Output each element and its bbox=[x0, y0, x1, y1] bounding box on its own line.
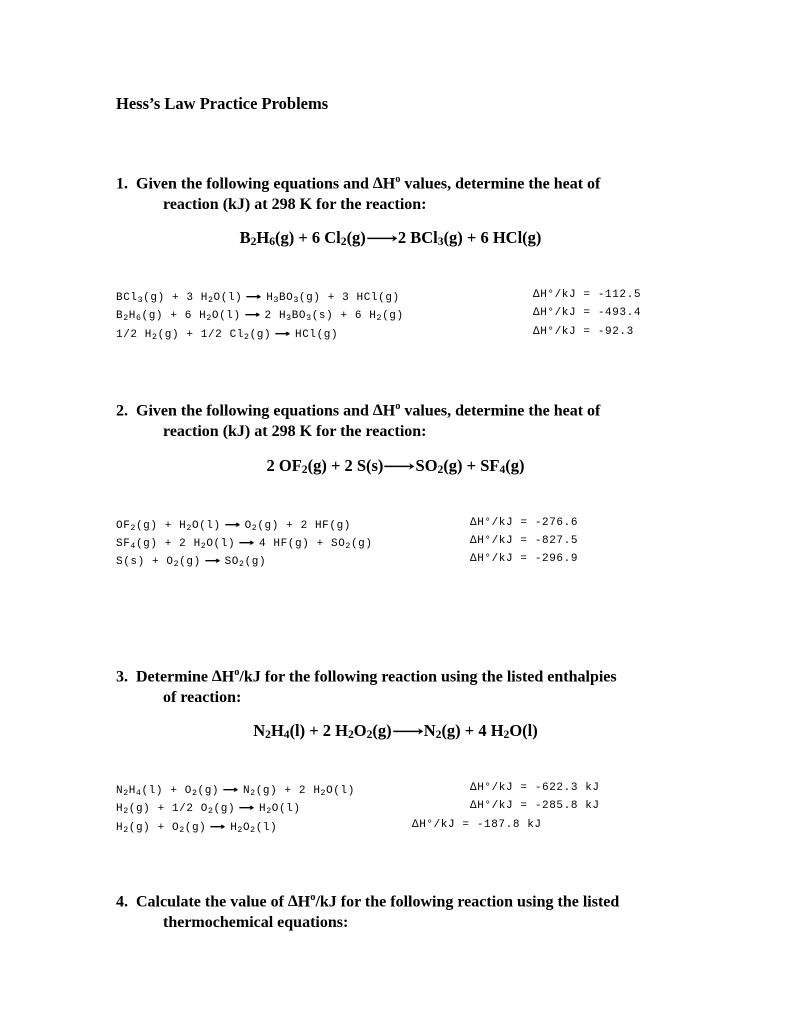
problem-2-prompt bbox=[116, 397, 600, 442]
problem-number: 1. bbox=[116, 175, 128, 193]
equation-3-3 bbox=[116, 819, 277, 834]
standard-state-symbol: o bbox=[395, 401, 401, 412]
equation-rhs: $H_2O(l)$ bbox=[258, 803, 301, 816]
equation-1-3 bbox=[116, 326, 338, 341]
reaction-arrow-icon: ⟶ bbox=[240, 536, 254, 550]
dh-number: -92.3 bbox=[597, 326, 634, 338]
prompt-text: /kJ for the following reaction using the listed enthalpies bbox=[239, 668, 617, 686]
equation-rhs: $H_3BO_3(g) + 3$ HCl(g) bbox=[266, 292, 400, 305]
prompt-text: /kJ for the following reaction using the listed bbox=[315, 893, 620, 911]
equation-2-1 bbox=[116, 517, 351, 532]
delta-symbol: ∆ bbox=[412, 819, 420, 831]
dh-label: H°/kJ = bbox=[477, 535, 535, 547]
dh-label: H°/kJ = bbox=[477, 517, 535, 529]
dh-number: -622.3 kJ bbox=[534, 782, 600, 794]
prompt-text-line2: thermochemical equations: bbox=[163, 913, 349, 931]
products: $N_2(g) + 4$ $H_2O(l)$ bbox=[423, 721, 538, 741]
equation-lhs: $H_2(g) + 1/2$ $O_2(g)$ bbox=[116, 803, 236, 816]
reaction-arrow-icon: ⟶ bbox=[391, 725, 424, 740]
equation-rhs: $O_2(g) + 2$ HF(g) bbox=[244, 520, 351, 533]
reaction-arrow-icon: ⟶ bbox=[247, 290, 261, 304]
delta-symbol: ∆ bbox=[211, 668, 222, 686]
problem-3-prompt bbox=[116, 663, 617, 708]
standard-state-symbol: o bbox=[395, 174, 401, 185]
dh-value bbox=[412, 819, 542, 831]
equation-lhs: $OF_2(g) + H_2O(l)$ bbox=[116, 520, 221, 533]
equation-lhs: 1/2 $H_2(g) + 1/2$ $Cl_2(g)$ bbox=[116, 329, 272, 342]
prompt-text: Given the following equations and bbox=[136, 402, 373, 420]
reaction-arrow-icon: ⟶ bbox=[226, 518, 240, 532]
reaction-arrow-icon: ⟶ bbox=[383, 460, 416, 475]
problem-3-target-reaction bbox=[0, 721, 791, 741]
equation-2-3 bbox=[116, 553, 266, 568]
dh-value bbox=[533, 289, 641, 301]
dh-number: -827.5 bbox=[534, 535, 579, 547]
equation-rhs: $N_2(g) + 2$ $H_2O(l)$ bbox=[242, 785, 355, 798]
dh-value bbox=[470, 553, 578, 565]
equation-lhs: $SF_4(g) + 2$ $H_2O(l)$ bbox=[116, 538, 236, 551]
prompt-text: values, determine the heat of bbox=[400, 175, 601, 193]
delta-symbol: ∆ bbox=[470, 800, 478, 812]
equation-lhs: $S(s) + O_2(g)$ bbox=[116, 556, 201, 569]
delta-symbol: ∆ bbox=[470, 553, 478, 565]
reactants: $B_2H_6(g) + 6$ $Cl_2(g)$ bbox=[239, 228, 366, 248]
prompt-text: Calculate the value of bbox=[136, 893, 288, 911]
reaction-arrow-icon: ⟶ bbox=[211, 820, 225, 834]
page-title: Hess’s Law Practice Problems bbox=[116, 94, 329, 113]
equation-rhs: HCl(g) bbox=[295, 329, 339, 341]
delta-symbol: ∆ bbox=[287, 893, 298, 911]
products: 2 BCl$_3$(g) + 6 HCl(g) bbox=[397, 228, 542, 248]
reaction-arrow-icon: ⟶ bbox=[276, 327, 290, 341]
delta-symbol: ∆ bbox=[372, 402, 383, 420]
equation-rhs: $H_2O_2(l)$ bbox=[230, 822, 278, 835]
reaction-arrow-icon: ⟶ bbox=[224, 783, 238, 797]
dh-value bbox=[470, 535, 578, 547]
equation-rhs: 4 $HF(g) + SO_2(g)$ bbox=[258, 538, 373, 551]
problem-number: 4. bbox=[116, 893, 128, 911]
problem-1-target-reaction bbox=[0, 228, 786, 248]
prompt-text-line2: of reaction: bbox=[163, 688, 242, 706]
delta-symbol: ∆ bbox=[533, 307, 541, 319]
problem-number: 3. bbox=[116, 668, 128, 686]
dh-number: -112.5 bbox=[597, 289, 642, 301]
dh-label: H°/kJ = bbox=[419, 819, 477, 831]
problem-1-prompt bbox=[116, 170, 600, 215]
dh-label: H°/kJ = bbox=[477, 553, 535, 565]
standard-state-symbol: o bbox=[310, 892, 316, 903]
dh-number: -493.4 bbox=[597, 307, 642, 319]
problem-4-prompt bbox=[116, 888, 619, 933]
prompt-text-line2: reaction (kJ) at 298 K for the reaction: bbox=[163, 195, 427, 213]
equation-2-2 bbox=[116, 535, 373, 550]
equation-lhs: $H_2(g) + O_2(g)$ bbox=[116, 822, 207, 835]
delta-symbol: ∆ bbox=[470, 535, 478, 547]
problem-number: 2. bbox=[116, 402, 128, 420]
dh-label: H°/kJ = bbox=[477, 800, 535, 812]
prompt-text: Determine bbox=[136, 668, 212, 686]
dh-label: H°/kJ = bbox=[477, 782, 535, 794]
standard-state-symbol: o bbox=[234, 667, 240, 678]
equation-3-2 bbox=[116, 800, 301, 815]
equation-3-1 bbox=[116, 782, 355, 797]
delta-symbol: ∆ bbox=[372, 175, 383, 193]
dh-value bbox=[533, 307, 641, 319]
equation-rhs: $SO_2(g)$ bbox=[224, 556, 267, 569]
equation-lhs: $B_2H_6(g) + 6$ $H_2O(l)$ bbox=[116, 310, 241, 323]
reaction-arrow-icon: ⟶ bbox=[245, 308, 260, 322]
enthalpy-symbol: H bbox=[382, 402, 396, 420]
reactants: 2 $OF_2(g) + 2$ S(s) bbox=[266, 456, 384, 476]
prompt-text: Given the following equations and bbox=[136, 175, 373, 193]
equation-lhs: BCl$_3$(g) + 3 $H_2O(l)$ bbox=[116, 292, 243, 305]
dh-number: -276.6 bbox=[534, 517, 579, 529]
dh-number: -285.8 kJ bbox=[534, 800, 600, 812]
reaction-arrow-icon: ⟶ bbox=[365, 232, 398, 247]
dh-label: H°/kJ = bbox=[540, 289, 598, 301]
problem-2-target-reaction bbox=[0, 456, 791, 476]
reaction-arrow-icon: ⟶ bbox=[240, 801, 254, 815]
reactants: $N_2H_4(l) + 2$ $H_2O_2(g)$ bbox=[253, 721, 392, 741]
equation-1-1 bbox=[116, 289, 400, 304]
enthalpy-symbol: H bbox=[221, 668, 235, 686]
delta-symbol: ∆ bbox=[470, 517, 478, 529]
delta-symbol: ∆ bbox=[470, 782, 478, 794]
prompt-text: values, determine the heat of bbox=[400, 402, 601, 420]
reaction-arrow-icon: ⟶ bbox=[206, 554, 220, 568]
equation-rhs: 2 $H_3BO_3(s) + 6$ $H_2(g)$ bbox=[264, 310, 404, 323]
dh-value bbox=[470, 517, 578, 529]
equation-lhs: $N_2H_4(l) + O_2(g)$ bbox=[116, 785, 220, 798]
enthalpy-symbol: H bbox=[382, 175, 396, 193]
dh-value bbox=[470, 800, 600, 812]
prompt-text-line2: reaction (kJ) at 298 K for the reaction: bbox=[163, 422, 427, 440]
dh-number: -296.9 bbox=[534, 553, 579, 565]
products: $SO_2(g) + SF_4(g)$ bbox=[415, 456, 525, 476]
delta-symbol: ∆ bbox=[533, 289, 541, 301]
dh-label: H°/kJ = bbox=[540, 307, 598, 319]
dh-value bbox=[533, 326, 634, 338]
dh-label: H°/kJ = bbox=[540, 326, 598, 338]
delta-symbol: ∆ bbox=[533, 326, 541, 338]
dh-value bbox=[470, 782, 600, 794]
dh-number: -187.8 kJ bbox=[476, 819, 542, 831]
enthalpy-symbol: H bbox=[297, 893, 311, 911]
equation-1-2 bbox=[116, 307, 404, 322]
